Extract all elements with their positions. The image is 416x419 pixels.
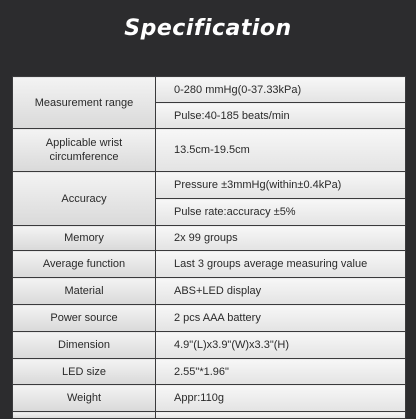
table-row <box>13 129 406 172</box>
row-value: Pulse rate:accuracy ±5% <box>156 199 406 226</box>
table-row <box>13 172 406 199</box>
table-row <box>13 77 406 103</box>
specification-table <box>12 76 406 419</box>
row-value: Pulse:40-185 beats/min <box>156 103 406 129</box>
table-row <box>13 226 406 251</box>
row-label-memory: Memory <box>13 226 156 251</box>
table-row <box>13 385 406 412</box>
row-value-partial <box>156 412 406 419</box>
table-row <box>13 305 406 332</box>
table-row <box>13 278 406 305</box>
row-value: ABS+LED display <box>156 278 406 305</box>
row-label-material: Material <box>13 278 156 305</box>
row-label-dimension: Dimension <box>13 332 156 359</box>
row-label-measurement-range: Measurement range <box>13 77 156 129</box>
row-value: 2 pcs AAA battery <box>156 305 406 332</box>
row-label-wrist-circumference: Applicable wrist circumference <box>13 129 156 172</box>
row-label-accuracy: Accuracy <box>13 172 156 226</box>
row-value: Last 3 groups average measuring value <box>156 251 406 278</box>
table-row-partial <box>13 412 406 419</box>
table-row <box>13 251 406 278</box>
row-value: Pressure ±3mmHg(within±0.4kPa) <box>156 172 406 199</box>
table-row <box>13 359 406 385</box>
row-label-power-source: Power source <box>13 305 156 332</box>
row-value: 13.5cm-19.5cm <box>156 129 406 172</box>
row-label-average-function: Average function <box>13 251 156 278</box>
row-value: Appr:110g <box>156 385 406 412</box>
row-value: 2.55"*1.96" <box>156 359 406 385</box>
table-row <box>13 332 406 359</box>
row-label-led-size: LED size <box>13 359 156 385</box>
page-title: Specification <box>124 16 292 41</box>
row-value: 2x 99 groups <box>156 226 406 251</box>
row-label-weight: Weight <box>13 385 156 412</box>
row-value: 4.9"(L)x3.9"(W)x3.3"(H) <box>156 332 406 359</box>
row-value: 0-280 mmHg(0-37.33kPa) <box>156 77 406 103</box>
row-label-partial <box>13 412 156 419</box>
